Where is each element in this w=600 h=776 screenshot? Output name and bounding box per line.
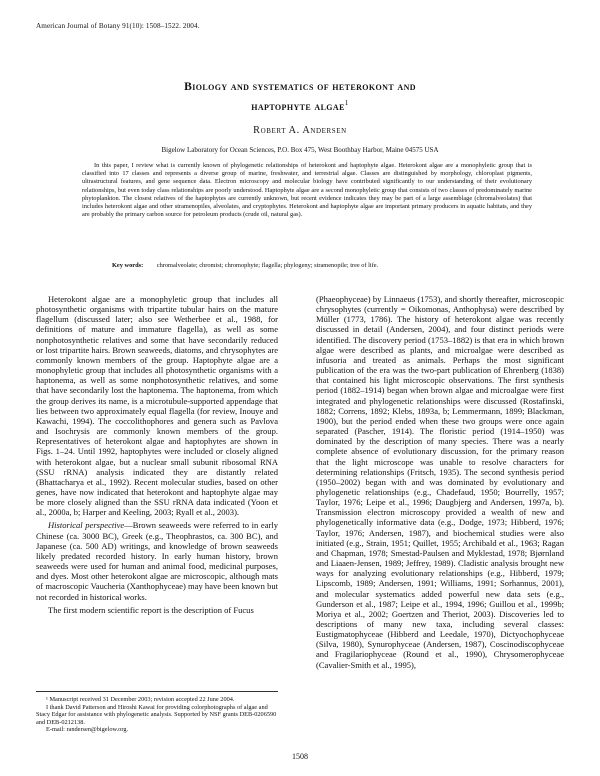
title-footnote-mark: 1	[344, 99, 349, 107]
keywords-label: Key words:	[112, 262, 144, 269]
title-line-2	[0, 95, 600, 115]
section-heading-historical: Historical perspective	[48, 520, 125, 531]
title-line-2-text: haptophyte algae	[251, 99, 345, 113]
history-paragraph: (Phaeophyceae) by Linnaeus (1753), and shortly thereafter, microscopic chrysophytes (currently = Oikomonas, Anthophysa) were described by Müller (1773, 1786). The history of heterokont algae was recently discussed in detail (Andersen, 2004), and four distinct periods were identified. The discovery period (1753–1882) is that era in which brown algae were described as plants, and microalgae were described as infusoria and treated as animals. Perhaps the most significant publication of the era was the two-part publication of Ehrenberg (1838) that contained his light microscopic observations. The first synthesis period (1882–1914) began when brown algae and microalgae were first integrated and phylogenetic relationships were discussed (Rostafinski, 1882; Correns, 1892; Klebs, 1893a, b; Lemmermann, 1899; Blackman, 1900), but the period ended when these two groups were once again separated (Pascher, 1914). The floristic period (1914–1950) was dominated by the description of many species. There was a nearly complete absence of evolutionary discussion, for the primary reason that the light microscope was unable to resolve characters for determining relationships (Fritsch, 1935). The second synthesis period (1950–2002) began with and was dominated by evolutionary and phylogenetic relationships (e.g., Chadefaud, 1950; Bourrelly, 1957; Taylor, 1976; Leipe et al., 1996; Daugbjerg and Andersen, 1997a, b). Transmission electron microscopy provided a wealth of new and phylogenetically informative data (e.g., Dodge, 1973; Hibberd, 1976; Taylor, 1976; Andersen, 1987), and biochemical studies were also initiated (e.g., Strain, 1951; Quillet, 1955; Archibald et al., 1963; Ragan and Chapman, 1978; Smestad-Paulsen and Myklestad, 1978; Bjørnland and Liaaen-Jensen, 1989; Jeffrey, 1989). Cladistic analysis brought new ways for analyzing evolutionary relationships (e.g., Hibberd, 1979; Lipscomb, 1989; Andersen, 1991; Williams, 1991; Sorhannus, 2001), and molecular systematics added powerful new data sets (e.g., Gunderson et al., 1987; Leipe et al., 1994, 1996; Guillou et al., 1999b; Moriya et al., 2002; Goertzen and Theriot, 2003). Discoveries led to descriptions of many new taxa, including several classes: Eustigmatophyceae (Hibberd and Leedale, 1970), Dictyochophyceae (Silva, 1980), Synurophyceae (Andersen, 1987), Coscinodiscophyceae and Fragilariophyceae (Round et al., 1990), Chrysomerophyceae (Cavalier-Smith et al., 1995),	[316, 294, 564, 670]
footnote-received: ¹ Manuscript received 31 December 2003; revision accepted 22 June 2004.	[46, 696, 235, 703]
footnote-email: E-mail: randersen@bigelow.org.	[46, 726, 129, 734]
footnote-acknowledgments: I thank David Patterson and Hiroshi Kawai for providing colorphotographs of algae and Stacy Edgar for assistance with phylogenetic analysis. Supported by NSF grants DEB-0206590 and DEB-0212138.	[36, 703, 277, 726]
modern-report-paragraph: The first modern scientific report is the description of Fucus	[48, 604, 254, 615]
abstract	[82, 162, 532, 219]
body-column-left	[36, 294, 278, 615]
historical-paragraph	[36, 520, 278, 601]
journal-citation: American Journal of Botany 91(10): 1508–1522. 2004.	[36, 22, 200, 30]
author-name: Robert A. Andersen	[253, 125, 347, 136]
intro-paragraph: Heterokont algae are a monophyletic group that includes all photosynthetic organisms with tripartite tubular hairs on the mature flagellum (discussed later; also see Wetherbee et al., 1988, for definitions of mature and immature flagella), as well as some nonphotosynthetic relatives and some that have secondarily reduced or lost tripartite hairs. Brown seaweeds, diatoms, and chrysophytes are commonly known members of the group. Haptophyte algae are a monophyletic group that includes all photosynthetic organisms with a haptonema, as well as some nonphotosynthetic relatives, and some that have secondarily lost the haptonema. The haptonema, from which the group derives its name, is a microtubule-supported appendage that lies between two approximately equal flagella (for review, Inouye and Kawachi, 1994). The coccolithophores and genera such as Pavlova and Isochrysis are commonly known members of the group. Representatives of heterokont algae and haptophytes are shown in Figs. 1–24. Until 1992, haptophytes were included or closely aligned with heterokont algae, but a nuclear small subunit ribosomal RNA (SSU rRNA) analysis indicated they are distantly related (Bhattacharya et al., 1992). Recent molecular studies, based on other genes, have now indicated that heterokont and haptophyte algae may be more closely aligned than the SSU rRNA data indicated (Yoon et al., 2000a, b; Harper and Keeling, 2003; Ryall et al., 2003).	[36, 294, 278, 518]
body-column-right	[316, 294, 564, 670]
historical-text: —Brown seaweeds were referred to in early Chinese (ca. 3000 BC), Greek (e.g., Theophrastos, ca. 300 BC), and Japanese (ca. 500 AD) writings, and knowledge of brown seaweeds likely predated recorded history. In early human history, brown seaweeds were used for human and animal food, medicinal purposes, and dyes. Most other heterokont algae are microscopic, although mats of macroscopic Vaucheria (Xanthophyceae) may have been known but not recorded in historical works.	[36, 520, 278, 602]
author-affiliation: Bigelow Laboratory for Ocean Sciences, P.O. Box 475, West Boothbay Harbor, Maine 04575 USA	[161, 146, 439, 154]
keywords-list: chromalveolate; chromist; chromophyte; flagella; phylogeny; stramenopile; tree of life.	[156, 262, 379, 269]
page-number: 1508	[292, 752, 308, 761]
footnotes	[36, 691, 278, 734]
title-line-1: Biology and systematics of heterokont and	[184, 80, 416, 93]
abstract-text: In this paper, I review what is currently known of phylogenetic relationships of heterokont and haptophyte algae. Heterokont algae are a monophyletic group that is classified into 17 classes and represents a diverse group of marine, freshwater, and terrestrial algae. Classes are distinguished by morphology, chloroplast pigments, ultrastructural features, and gene sequence data. Electron microscopy and molecular biology have contributed significantly to our understanding of their evolutionary relationships, but even today class relationships are poorly understood. Haptophyte algae are a second monophyletic group that consists of two classes of predominately marine phytoplankton. The closest relatives of the haptophytes are currently unknown, but recent evidence indicates they may be part of a large assemblage (chromalveolates) that includes heterokont algae and other stramenopiles, alveolates, and cryptophytes. Heterokont and haptophyte algae are important primary producers in aquatic habitats, and they are probably the primary carbon source for petroleum products (crude oil, natural gas).	[82, 162, 532, 219]
keywords	[112, 262, 378, 269]
article-title	[0, 78, 600, 115]
